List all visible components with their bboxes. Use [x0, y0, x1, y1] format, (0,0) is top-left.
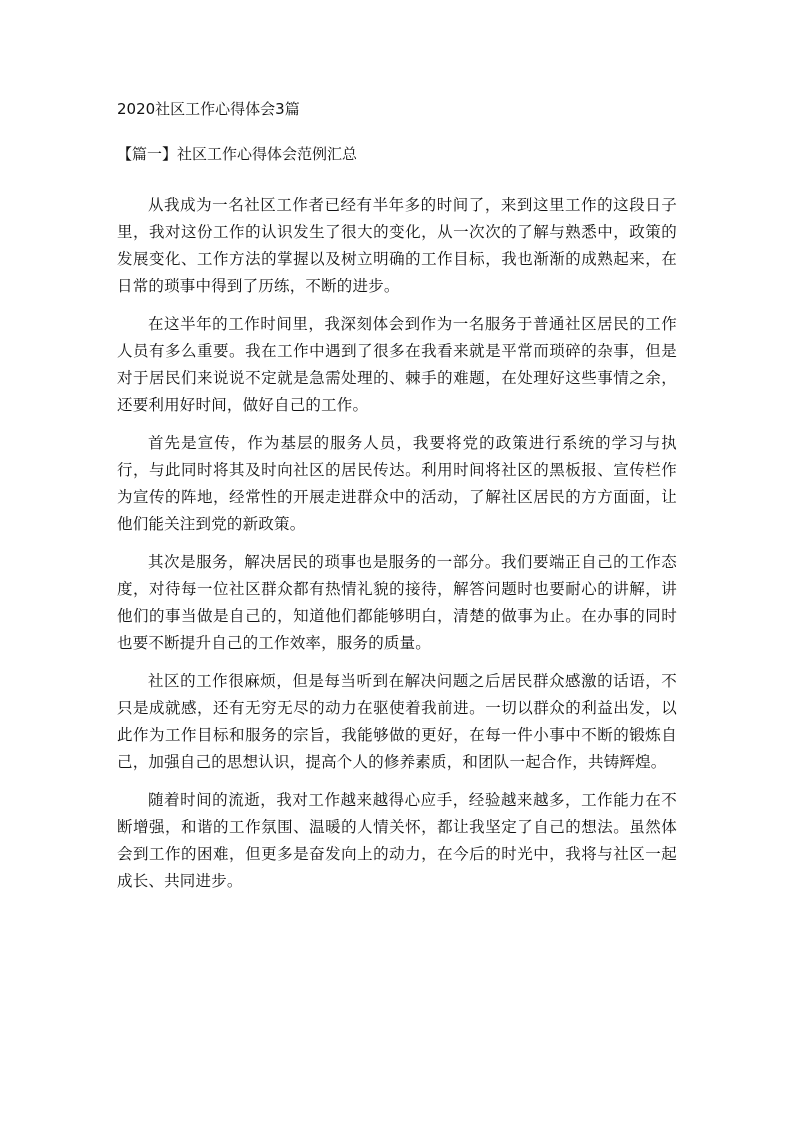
paragraph: 在这半年的工作时间里，我深刻体会到作为一名服务于普通社区居民的工作人员有多么重要。我在工作中遇到了很多在我看来就是平常而琐碎的杂事，但是对于居民们来说说不定就是急需处理的、棘手的难题，在处理好这些事情之余，还要利用好时间，做好自己的工作。 — [117, 315, 677, 414]
paragraph: 社区的工作很麻烦，但是每当听到在解决问题之后居民群众感激的话语，不只是成就感，还有无穷无尽的动力在驱使着我前进。一切以群众的利益出发，以此作为工作目标和服务的宗旨，我能够做的更好，在每一件小事中不断的锻炼自己，加强自己的思想认识，提高个人的修养素质，和团队一起合作，共铸辉煌。 — [117, 672, 677, 771]
section-heading: 【篇一】社区工作心得体会范例汇总 — [117, 145, 358, 163]
paragraph: 首先是宣传，作为基层的服务人员，我要将党的政策进行系统的学习与执行，与此同时将其及时向社区的居民传达。利用时间将社区的黑板报、宣传栏作为宣传的阵地，经常性的开展走进群众中的活动，了解社区居民的方方面面，让他们能关注到党的新政策。 — [117, 434, 677, 533]
document-body — [117, 192, 677, 906]
paragraph: 从我成为一名社区工作者已经有半年多的时间了，来到这里工作的这段日子里，我对这份工作的认识发生了很大的变化，从一次次的了解与熟悉中，政策的发展变化、工作方法的掌握以及树立明确的工作目标，我也渐渐的成熟起来，在日常的琐事中得到了历练，不断的进步。 — [117, 196, 677, 295]
paragraph: 随着时间的流逝，我对工作越来越得心应手，经验越来越多，工作能力在不断增强，和谐的工作氛围、温暖的人情关怀，都让我坚定了自己的想法。虽然体会到工作的困难，但更多是奋发向上的动力，在今后的时光中，我将与社区一起成长、共同进步。 — [117, 791, 677, 890]
paragraph: 其次是服务，解决居民的琐事也是服务的一部分。我们要端正自己的工作态度，对待每一位社区群众都有热情礼貌的接待，解答问题时也要耐心的讲解，讲他们的事当做是自己的，知道他们都能够明白，清楚的做事为止。在办事的同时也要不断提升自己的工作效率，服务的质量。 — [117, 553, 677, 652]
document-title: 2020社区工作心得体会3篇 — [117, 100, 300, 118]
